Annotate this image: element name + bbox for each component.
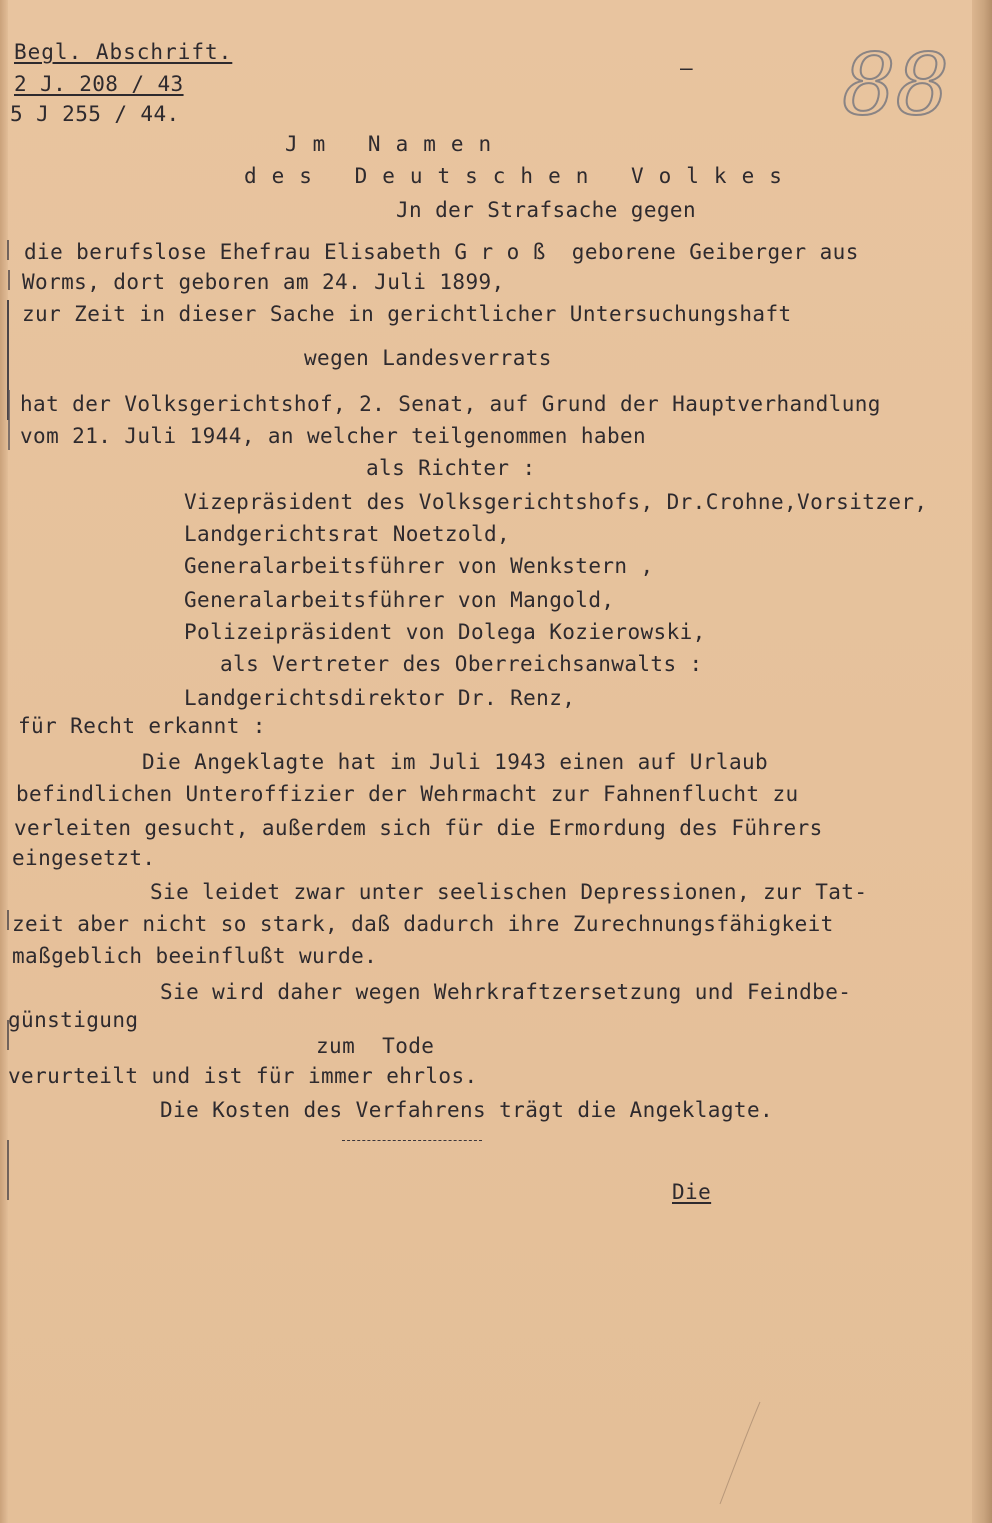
verdict-p3-line-1: Sie wird daher wegen Wehrkraftzersetzung und Feindbe- [160, 980, 852, 1004]
defendant-line-3: zur Zeit in dieser Sache in gerichtlicher Untersuchungshaft [22, 302, 792, 326]
verdict-intro: für Recht erkannt : [18, 714, 266, 738]
title-line-3: Jn der Strafsache gegen [396, 198, 696, 222]
court-line-1: hat der Volksgerichtshof, 2. Senat, auf Grund der Hauptverhandlung [20, 392, 881, 416]
title-line-1: Jm Namen [285, 132, 507, 156]
verdict-p3-line-2: günstigung [8, 1008, 139, 1032]
sentence-line: zum Tode [316, 1034, 435, 1058]
verdict-p1-line-3: verleiten gesucht, außerdem sich für die Ermordung des Führers [14, 816, 823, 840]
verdict-p2-line-3: maßgeblich beeinflußt wurde. [12, 944, 378, 968]
verdict-p1-line-1: Die Angeklagte hat im Juli 1943 einen auf Urlaub [142, 750, 769, 774]
verdict-p1-line-2: befindlichen Unteroffizier der Wehrmacht zur Fahnenflucht zu [16, 782, 799, 806]
judge-4: Generalarbeitsführer von Mangold, [184, 588, 615, 612]
certified-copy-label: Begl. Abschrift. [14, 40, 233, 64]
prosecutor-name: Landgerichtsdirektor Dr. Renz, [184, 686, 576, 710]
costs-line: Die Kosten des Verfahrens trägt die Angeklagte. [160, 1098, 774, 1122]
judge-5: Polizeipräsident von Dolega Kozierowski, [184, 620, 706, 644]
file-reference-1: 2 J. 208 / 43 [14, 72, 184, 96]
verdict-p3-line-3: verurteilt und ist für immer ehrlos. [8, 1064, 478, 1088]
judge-1: Vizepräsident des Volksgerichtshofs, Dr.Crohne,Vorsitzer, [184, 490, 928, 514]
defendant-line-1: die berufslose Ehefrau Elisabeth G r o ß geborene Geiberger aus [24, 240, 859, 264]
prosecutor-heading: als Vertreter des Oberreichsanwalts : [220, 652, 703, 676]
judge-2: Landgerichtsrat Noetzold, [184, 522, 511, 546]
page-right-edge [972, 0, 992, 1523]
paper-crease-mark [700, 1400, 780, 1510]
verdict-p1-line-4: eingesetzt. [12, 846, 156, 870]
judges-heading: als Richter : [366, 456, 536, 480]
svg-text:88: 88 [842, 36, 949, 134]
title-line-2: des Deutschen Volkes [244, 164, 797, 188]
verdict-p2-line-1: Sie leidet zwar unter seelischen Depressionen, zur Tat- [150, 880, 868, 904]
defendant-line-2: Worms, dort geboren am 24. Juli 1899, [22, 270, 505, 294]
judge-3: Generalarbeitsführer von Wenkstern , [184, 554, 654, 578]
court-line-2: vom 21. Juli 1944, an welcher teilgenommen haben [20, 424, 647, 448]
file-reference-2: 5 J 255 / 44. [10, 102, 180, 126]
verdict-p2-line-2: zeit aber nicht so stark, daß dadurch ihre Zurechnungsfähigkeit [12, 912, 834, 936]
section-separator [342, 1140, 482, 1141]
folio-number-handwritten [838, 34, 949, 134]
charge-line: wegen Landesverrats [304, 346, 552, 370]
header-dash: – [680, 56, 694, 80]
catchword: Die [672, 1180, 712, 1204]
